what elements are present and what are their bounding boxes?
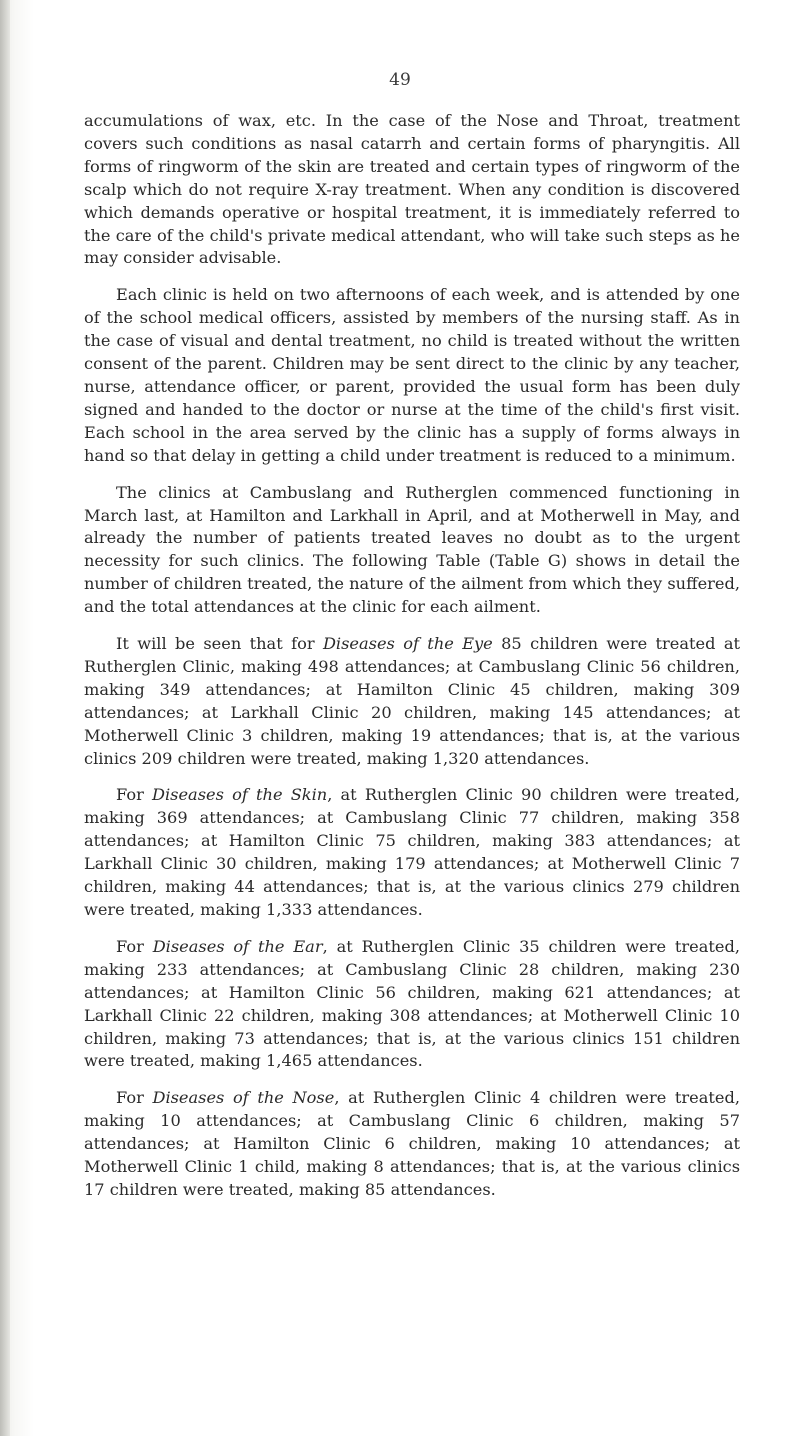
ailment-heading-eye: Diseases of the Eye bbox=[322, 634, 493, 654]
paragraph-lead: For bbox=[116, 936, 153, 956]
paragraph-rest: , at Rutherglen Clinic 90 children were treated, making 369 attendances; at Cambuslang Clinic 77 children, making 358 attendances; at Hamilton Clinic 75 children, making 383 attendances; at Larkhall Clinic 30 children, making 179 attendances; at Motherwell Clinic 7 children, making 44 attendances; that is, at the various clinics 279 children were treated, making 1,333 attendances. bbox=[84, 785, 740, 919]
paragraph-treatment-scope: accumulations of wax, etc. In the case of the Nose and Throat, treatment covers such conditions as nasal catarrh and certain forms of pharyngitis. All forms of ringworm of the skin are treated and certain types of ringworm of the scalp which do not require X-ray treatment. When any condition is discovered which demands operative or hospital treatment, it is immediately referred to the care of the child's private medical attendant, who will take such steps as he may consider advisable. bbox=[84, 111, 740, 268]
paragraph-lead: For bbox=[116, 1088, 153, 1108]
ailment-heading-nose: Diseases of the Nose bbox=[152, 1088, 335, 1108]
paragraph-diseases-nose bbox=[84, 1087, 740, 1202]
paragraph-rest: 85 children were treated at Rutherglen Clinic, making 498 attendances; at Cambuslang Clinic 56 children, making 349 attendances; at Hamilton Clinic 45 children, making 309 attendances; at Larkhall Clinic 20 children, making 145 attendances; at Motherwell Clinic 3 children, making 19 attendances; that is, at the various clinics 209 children were treated, making 1,320 attendances. bbox=[84, 634, 741, 768]
body-text bbox=[84, 110, 740, 1216]
paragraph-lead: For bbox=[116, 785, 153, 805]
ailment-heading-skin: Diseases of the Skin bbox=[152, 785, 328, 805]
paragraph-lead: It will be seen that for bbox=[116, 634, 323, 654]
paragraph-clinic-schedule: Each clinic is held on two afternoons of each week, and is attended by one of the school medical officers, assisted by members of the nursing staff. As in the case of visual and dental treatment, no child is treated without the written consent of the parent. Children may be sent direct to the clinic by any teacher, nurse, attendance officer, or parent, provided the usual form has been duly signed and handed to the doctor or nurse at the time of the child's first visit. Each school in the area served by the clinic has a supply of forms always in hand so that delay in getting a child under treatment is reduced to a minimum. bbox=[84, 285, 740, 465]
paragraph-diseases-skin bbox=[84, 784, 740, 921]
paragraph-clinics-commenced: The clinics at Cambuslang and Rutherglen commenced functioning in March last, at Hamilton and Larkhall in April, and at Motherwell in May, and already the number of patients treated leaves no doubt as to the urgent necessity for such clinics. The following Table (Table G) shows in detail the number of children treated, the nature of the ailment from which they suffered, and the total attendances at the clinic for each ailment. bbox=[84, 482, 740, 617]
page-number: 49 bbox=[389, 70, 411, 90]
paragraph-diseases-ear bbox=[84, 936, 740, 1073]
paragraph-rest: , at Rutherglen Clinic 4 children were treated, making 10 attendances; at Cambuslang Clinic 6 children, making 57 attendances; at Hamilton Clinic 6 children, making 10 attendances; at Motherwell Clinic 1 child, making 8 attendances; that is, at the various clinics 17 children were treated, making 85 attendances. bbox=[84, 1088, 740, 1199]
paragraph-rest: , at Rutherglen Clinic 35 children were treated, making 233 attendances; at Cambuslang Clinic 28 children, making 230 attendances; at Hamilton Clinic 56 children, making 621 attendances; at Larkhall Clinic 22 children, making 308 attendances; at Motherwell Clinic 10 children, making 73 attendances; that is, at the various clinics 151 children were treated, making 1,465 attendances. bbox=[84, 936, 740, 1071]
ailment-heading-ear: Diseases of the Ear bbox=[152, 936, 323, 956]
paragraph-diseases-eye bbox=[84, 633, 740, 770]
page-spine-shadow bbox=[0, 0, 10, 1436]
